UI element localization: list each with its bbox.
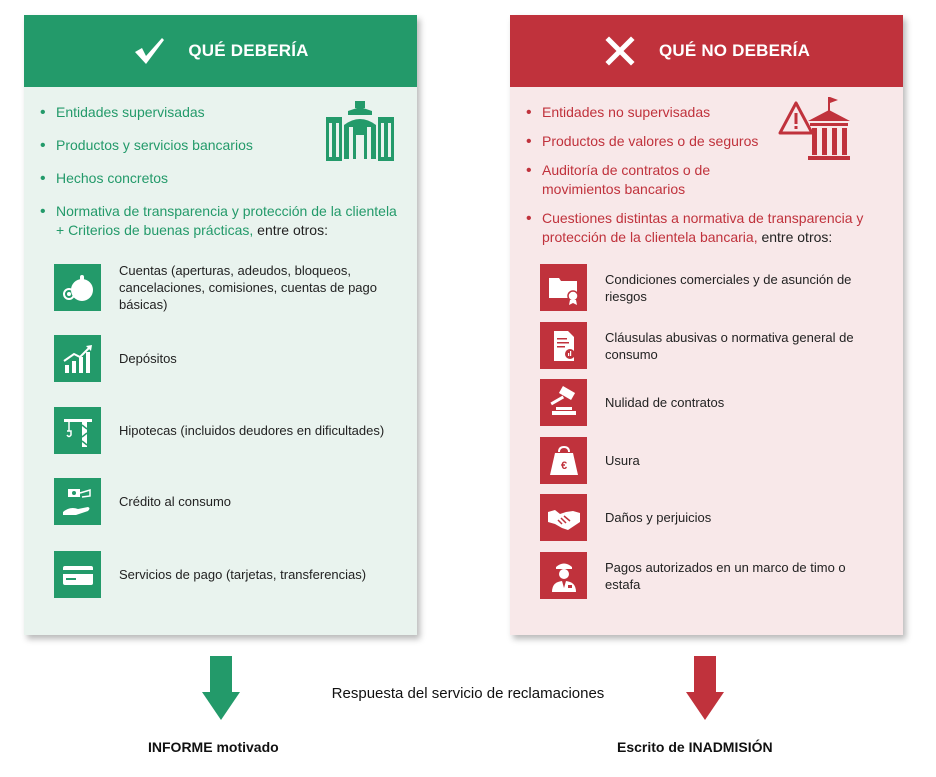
category-item-payment-services	[54, 551, 389, 598]
category-item-abusive-clauses	[540, 322, 875, 369]
police-officer-icon	[546, 558, 582, 594]
growth-chart-icon	[60, 341, 96, 377]
category-label: Depósitos	[119, 351, 177, 366]
crane-icon	[60, 413, 96, 449]
piggy-bank-icon	[60, 270, 96, 306]
should-not-title: QUÉ NO DEBERÍA	[658, 41, 811, 60]
category-label: Crédito al consumo	[119, 494, 231, 509]
response-label: Respuesta del servicio de reclamaciones	[331, 685, 605, 702]
category-label: Servicios de pago (tarjetas, transferencias)	[119, 567, 367, 582]
category-label: Pagos autorizados en un marco de timo o estafa	[605, 559, 846, 592]
cross-icon	[603, 34, 637, 68]
should-not-card-header	[510, 15, 903, 87]
should-not-card	[510, 15, 903, 635]
should-card-header	[24, 15, 417, 87]
category-item-deposits	[54, 335, 389, 382]
document-chart-icon	[546, 328, 582, 364]
list-item: • Productos y servicios bancarios	[40, 136, 400, 155]
cash-hand-icon	[60, 484, 96, 520]
category-label: Cláusulas abusivas o normativa general de consumo	[605, 329, 854, 362]
category-label: Daños y perjuicios	[605, 510, 712, 525]
list-item: • Entidades no supervisadas	[526, 103, 886, 122]
should-title: QUÉ DEBERÍA	[188, 41, 309, 60]
category-item-accounts	[54, 262, 389, 313]
left-result-label: INFORME motivado	[148, 739, 279, 755]
svg-text:€: €	[560, 459, 567, 472]
category-label: Usura	[605, 453, 640, 468]
list-item: • Cuestiones distintas a normativa de transparencia y protección de la clientela bancaria, entre otros:	[526, 209, 886, 247]
folder-certificate-icon	[546, 270, 582, 306]
category-item-consumer-credit	[54, 478, 389, 525]
list-item: • Hechos concretos	[40, 169, 400, 188]
should-bullet-list	[40, 103, 400, 254]
gavel-icon	[546, 385, 582, 421]
category-label: Condiciones comerciales y de asunción de riesgos	[605, 271, 852, 304]
category-item-contract-nullity	[540, 379, 875, 426]
should-not-bullet-list	[526, 103, 886, 261]
euro-weight-icon	[546, 443, 582, 479]
category-item-damages	[540, 494, 875, 541]
handshake-icon	[546, 500, 582, 536]
list-item: • Normativa de transparencia y protección de la clientela + Criterios de buenas prácticas, entre otros:	[40, 202, 400, 240]
should-card	[24, 15, 417, 635]
category-label: Cuentas (aperturas, adeudos, bloqueos, cancelaciones, comisiones, cuentas de pago básicas)	[119, 263, 377, 312]
category-label: Hipotecas (incluidos deudores en dificultades)	[119, 423, 385, 438]
list-item: • Auditoría de contratos o de movimientos bancarios	[526, 161, 762, 199]
list-item: • Entidades supervisadas	[40, 103, 400, 122]
category-item-commercial-conditions	[540, 264, 875, 311]
list-item: • Productos de valores o de seguros	[526, 132, 886, 151]
category-item-fraud-payments	[540, 552, 875, 599]
credit-card-icon	[60, 557, 96, 593]
category-label: Nulidad de contratos	[605, 395, 725, 410]
checkmark-icon	[132, 34, 166, 68]
right-result-label: Escrito de INADMISIÓN	[617, 739, 773, 755]
category-item-usury	[540, 437, 875, 484]
category-item-mortgages	[54, 407, 389, 454]
